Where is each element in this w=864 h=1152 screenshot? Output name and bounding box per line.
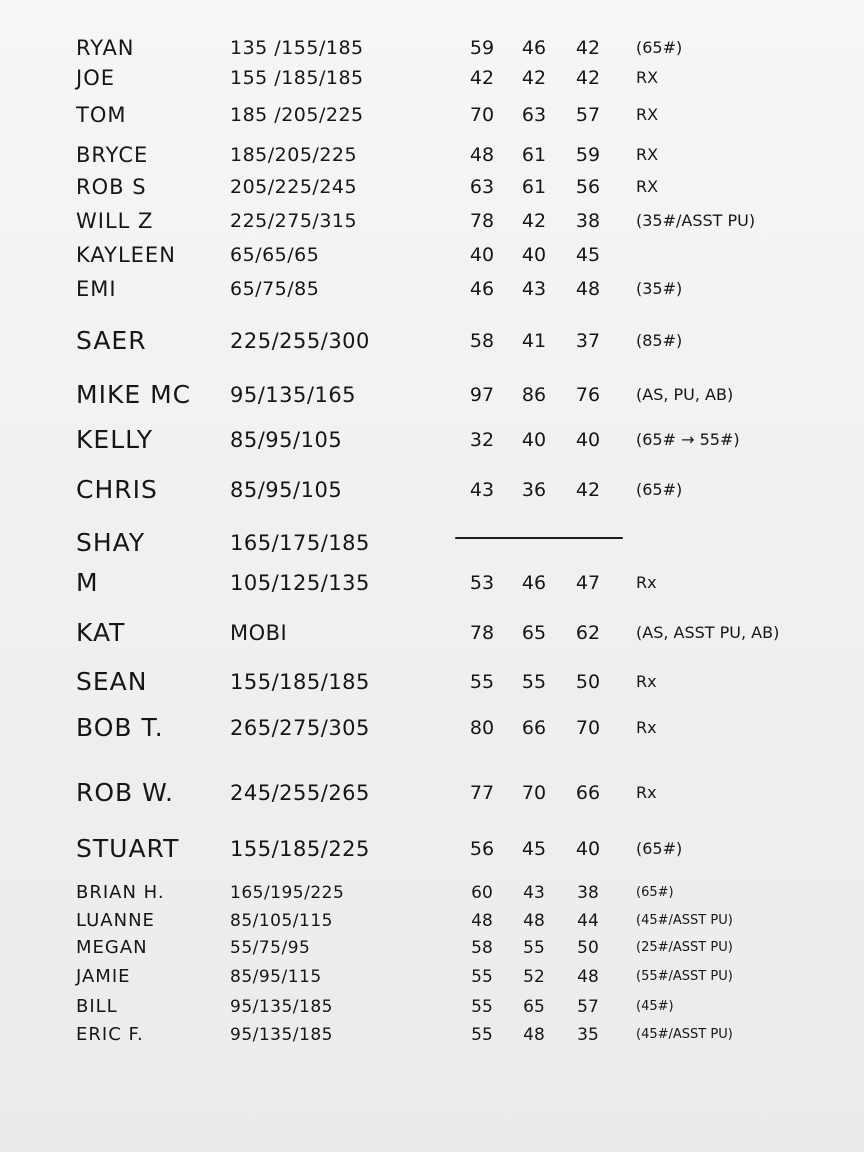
lift-weights: 135 /155/185 (230, 37, 364, 59)
lift-weights: 155/185/225 (230, 837, 370, 861)
score-row (0, 326, 864, 356)
scaling-note: (45#/ASST PU) (636, 1027, 733, 1042)
athlete-name: MEGAN (76, 937, 148, 958)
lift-weights: 165/195/225 (230, 883, 345, 903)
lift-weights: 155 /185/185 (230, 67, 364, 89)
score-row (0, 380, 864, 410)
round-2-score: 70 (521, 782, 547, 804)
round-2-score: 43 (523, 883, 545, 903)
score-row (0, 240, 864, 270)
round-1-score: 48 (469, 144, 495, 166)
athlete-name: MIKE MC (76, 380, 192, 409)
round-1-score: 60 (471, 883, 493, 903)
score-row (0, 713, 864, 743)
round-1-score: 97 (469, 384, 495, 406)
athlete-name: BOB T. (76, 713, 164, 742)
round-2-score: 41 (521, 330, 547, 352)
athlete-name: BRYCE (76, 143, 149, 167)
score-row (0, 100, 864, 130)
round-1-score: 56 (469, 838, 495, 860)
round-1-score: 78 (469, 210, 495, 232)
round-3-score: 35 (577, 1025, 599, 1045)
scaling-note: (65#) (636, 885, 674, 900)
round-2-score: 42 (521, 210, 547, 232)
round-1-score: 46 (469, 278, 495, 300)
athlete-name: CHRIS (76, 475, 158, 504)
round-2-score: 61 (521, 144, 547, 166)
round-2-score: 61 (521, 176, 547, 198)
round-1-score: 63 (469, 176, 495, 198)
athlete-name: SEAN (76, 667, 148, 696)
round-3-score: 66 (575, 782, 601, 804)
round-3-score: 40 (575, 429, 601, 451)
score-row (0, 425, 864, 455)
scaling-note: (55#/ASST PU) (636, 969, 733, 984)
score-row (0, 933, 864, 963)
round-3-score: 44 (577, 911, 599, 931)
round-2-score: 55 (523, 938, 545, 958)
scaling-note: (25#/ASST PU) (636, 940, 733, 955)
athlete-name: RYAN (76, 36, 135, 60)
round-2-score: 52 (523, 967, 545, 987)
score-row (0, 878, 864, 908)
round-1-score: 40 (469, 244, 495, 266)
athlete-name: ROB S (76, 175, 147, 199)
athlete-name: STUART (76, 834, 180, 863)
round-3-score: 42 (575, 67, 601, 89)
round-2-score: 40 (521, 429, 547, 451)
scaling-note: (85#) (636, 331, 683, 350)
round-2-score: 42 (521, 67, 547, 89)
score-row (0, 906, 864, 936)
round-2-score: 40 (521, 244, 547, 266)
round-1-score: 77 (469, 782, 495, 804)
round-1-score: 55 (471, 967, 493, 987)
lift-weights: 55/75/95 (230, 938, 311, 958)
score-row (0, 992, 864, 1022)
round-1-score: 55 (469, 671, 495, 693)
lift-weights: 95/135/165 (230, 383, 357, 407)
scaling-note: (65#) (636, 38, 683, 57)
lift-weights: 185 /205/225 (230, 104, 364, 126)
scaling-note: (65#) (636, 480, 683, 499)
round-2-score: 65 (523, 997, 545, 1017)
score-row (0, 962, 864, 992)
round-3-score: 40 (575, 838, 601, 860)
lift-weights: 85/95/105 (230, 428, 343, 452)
round-3-score: 38 (577, 883, 599, 903)
athlete-name: ROB W. (76, 778, 174, 807)
lift-weights: 165/175/185 (230, 531, 370, 555)
athlete-name: M (76, 568, 99, 597)
round-3-score: 45 (575, 244, 601, 266)
score-row (0, 140, 864, 170)
score-row (0, 33, 864, 63)
lift-weights: 185/205/225 (230, 144, 358, 166)
score-row (0, 475, 864, 505)
athlete-name: EMI (76, 277, 117, 301)
round-1-score: 58 (471, 938, 493, 958)
scaling-note: (AS, ASST PU, AB) (636, 623, 780, 642)
athlete-name: WILL Z (76, 209, 154, 233)
athlete-name: KAYLEEN (76, 243, 176, 267)
lift-weights: 65/75/85 (230, 278, 320, 300)
athlete-name: JOE (76, 66, 115, 90)
scaling-note: (65# → 55#) (636, 430, 740, 449)
lift-weights: 225/255/300 (230, 329, 370, 353)
round-1-score: 58 (469, 330, 495, 352)
round-3-score: 42 (575, 479, 601, 501)
score-row (0, 528, 864, 558)
scaling-note: Rx (636, 783, 657, 802)
round-1-score: 80 (469, 717, 495, 739)
athlete-name: BILL (76, 996, 118, 1017)
score-row (0, 206, 864, 236)
round-3-score: 59 (575, 144, 601, 166)
round-1-score: 32 (469, 429, 495, 451)
round-3-score: 50 (575, 671, 601, 693)
round-2-score: 65 (521, 622, 547, 644)
round-2-score: 46 (521, 572, 547, 594)
athlete-name: KELLY (76, 425, 153, 454)
score-row (0, 63, 864, 93)
round-3-score: 70 (575, 717, 601, 739)
score-row (0, 274, 864, 304)
round-3-score: 57 (577, 997, 599, 1017)
score-row (0, 172, 864, 202)
lift-weights: 205/225/245 (230, 176, 358, 198)
round-2-score: 45 (521, 838, 547, 860)
round-3-score: 47 (575, 572, 601, 594)
round-3-score: 42 (575, 37, 601, 59)
lift-weights: 95/135/185 (230, 997, 333, 1017)
lift-weights: MOBI (230, 621, 288, 645)
scaling-note: (35#) (636, 279, 683, 298)
round-2-score: 63 (521, 104, 547, 126)
scaling-note: (45#) (636, 999, 674, 1014)
scaling-note: Rx (636, 573, 657, 592)
athlete-name: BRIAN H. (76, 882, 165, 903)
lift-weights: 265/275/305 (230, 716, 370, 740)
round-3-score: 57 (575, 104, 601, 126)
round-1-score: 53 (469, 572, 495, 594)
athlete-name: TOM (76, 103, 127, 127)
round-3-score: 48 (575, 278, 601, 300)
round-1-score: 59 (469, 37, 495, 59)
scaling-note: (AS, PU, AB) (636, 385, 734, 404)
round-1-score: 48 (471, 911, 493, 931)
round-1-score: 42 (469, 67, 495, 89)
round-2-score: 55 (521, 671, 547, 693)
round-2-score: 43 (521, 278, 547, 300)
round-1-score: 70 (469, 104, 495, 126)
round-3-score: 50 (577, 938, 599, 958)
score-row (0, 778, 864, 808)
round-3-score: 62 (575, 622, 601, 644)
scaling-note: Rx (636, 718, 657, 737)
round-1-score: 43 (469, 479, 495, 501)
scaling-note: Rx (636, 672, 657, 691)
score-row (0, 1020, 864, 1050)
scaling-note: (45#/ASST PU) (636, 913, 733, 928)
lift-weights: 85/95/115 (230, 967, 322, 987)
lift-weights: 85/95/105 (230, 478, 343, 502)
lift-weights: 85/105/115 (230, 911, 333, 931)
round-3-score: 76 (575, 384, 601, 406)
round-2-score: 36 (521, 479, 547, 501)
lift-weights: 65/65/65 (230, 244, 320, 266)
lift-weights: 225/275/315 (230, 210, 358, 232)
score-row (0, 834, 864, 864)
lift-weights: 105/125/135 (230, 571, 370, 595)
round-1-score: 78 (469, 622, 495, 644)
score-row (0, 618, 864, 648)
round-2-score: 48 (523, 1025, 545, 1045)
scaling-note: RX (636, 177, 659, 196)
scaling-note: RX (636, 105, 659, 124)
round-3-score: 48 (577, 967, 599, 987)
athlete-name: SAER (76, 326, 147, 355)
scaling-note: RX (636, 68, 659, 87)
round-2-score: 66 (521, 717, 547, 739)
round-2-score: 48 (523, 911, 545, 931)
round-3-score: 56 (575, 176, 601, 198)
athlete-name: ERIC F. (76, 1024, 144, 1045)
athlete-name: SHAY (76, 528, 146, 557)
athlete-name: LUANNE (76, 910, 155, 931)
round-1-score: 55 (471, 997, 493, 1017)
score-row (0, 568, 864, 598)
scaling-note: RX (636, 145, 659, 164)
round-3-score: 37 (575, 330, 601, 352)
scaling-note: (35#/ASST PU) (636, 211, 756, 230)
scaling-note: (65#) (636, 839, 683, 858)
score-row (0, 667, 864, 697)
athlete-name: KAT (76, 618, 126, 647)
athlete-name: JAMIE (76, 966, 131, 987)
round-3-score: 38 (575, 210, 601, 232)
lift-weights: 155/185/185 (230, 670, 370, 694)
round-1-score: 55 (471, 1025, 493, 1045)
lift-weights: 95/135/185 (230, 1025, 333, 1045)
lift-weights: 245/255/265 (230, 781, 370, 805)
round-2-score: 86 (521, 384, 547, 406)
round-2-score: 46 (521, 37, 547, 59)
